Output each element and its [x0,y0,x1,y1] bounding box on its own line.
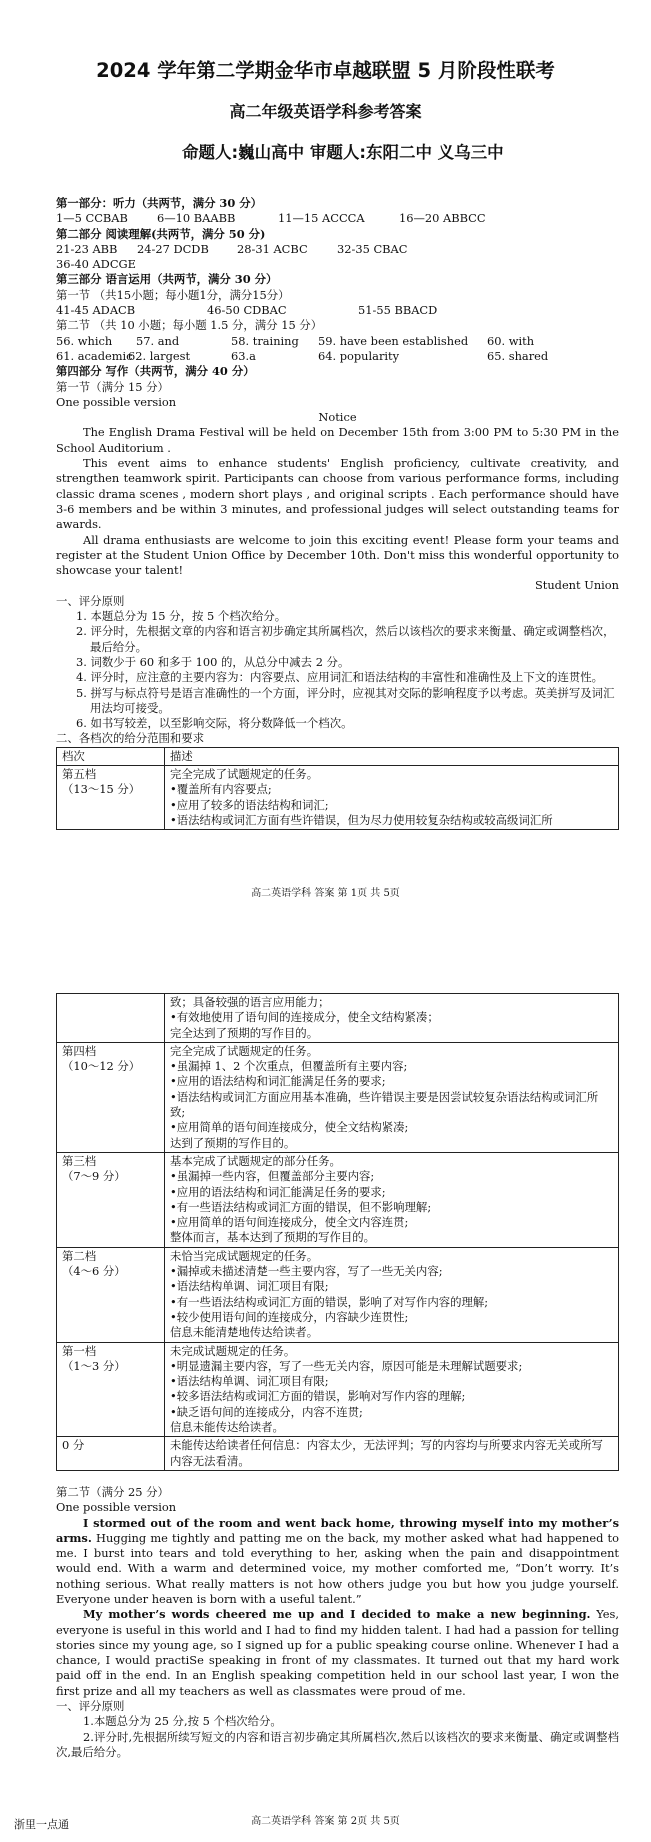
sec2-principle-item: 2.评分时,先根据所续写短文的内容和语言初步确定其所属档次,然后以该档次的要求来衡量、确定或调整档次,最后给分。 [56,1729,619,1759]
grade-level-cell [57,1152,165,1247]
desc-line: 信息未能传达给读者。 [170,1420,284,1435]
notice-paragraph: The English Drama Festival will be held on December 15th from 3:00 PM to 5:30 PM in the School Auditorium . [56,425,619,455]
desc-line: 达到了预期的写作目的。 [170,1135,296,1150]
desc-line: 未能传达给读者任何信息：内容太少，无法评判；写的内容均与所要求内容无关或所写内容无法看清。 [170,1438,603,1468]
answer-item: 58. training [231,333,299,348]
part2-answers [56,242,619,257]
notice-title: Notice [318,410,357,425]
part1-answers [56,211,619,226]
notice-paragraph: This event aims to enhance students' English proficiency, cultivate creativity, and strengthen teamwork spirit. Participants can choose from various performance forms, including classic drama scenes , modern short plays , and original scripts . Each performance should have 3-6 members and be within 3 minutes, and professional judges will select outstanding teams for awards. [56,456,619,532]
notice-paragraph: All drama enthusiasts are welcome to join this exciting event! Please form your teams and register at the Student Union Office by December 10th. Don't miss this wonderful opportunity to showcase your talent! [56,532,619,578]
desc-line: •明显遗漏主要内容，写了一些无关内容，原因可能是未理解试题要求; [170,1358,523,1373]
grade-desc-cell [165,1342,619,1437]
table-header-cell: 描述 [165,747,619,765]
part2-heading: 第二部分 阅读理解(共两节，满分 50 分) [56,226,266,241]
desc-line: •虽漏掉 1、2 个次重点，但覆盖所有主要内容; [170,1059,408,1074]
part3-sec1-answers [56,303,619,318]
part4-sec1-heading: 第一节（满分 15 分） [56,379,169,394]
answer-key-continued [56,993,619,1760]
answer-item: 62. largest [128,348,191,363]
table-row [57,1152,619,1247]
brand-watermark: 浙里一点通 [14,1817,69,1831]
desc-line: 未完成试题规定的任务。 [170,1343,296,1358]
answer-group: 46-50 CDBAC [207,303,287,318]
grade-desc-cell [165,994,619,1043]
answer-group: 28-31 ACBC [237,241,308,256]
page-footer: 高二英语学科 答案 第 2页 共 5页 [251,1816,400,1827]
grade-desc-cell [165,1437,619,1471]
desc-line: •语法结构单调、词汇项目有限; [170,1279,329,1294]
grade-level-cell [57,765,165,829]
grade-name: 第二档 [62,1248,97,1263]
table-header-cell: 档次 [57,747,165,765]
version-label: One possible version [56,394,177,409]
principle-item: 5. 拼写与标点符号是语言准确性的一个方面，评分时，应视其对交际的影响程度予以考虑。英美拼写及词汇用法均可接受。 [76,685,615,715]
answer-key [56,196,619,830]
grade-level-cell [57,994,165,1043]
sec2-principle-item: 1.本题总分为 25 分,按 5 个档次给分。 [83,1714,282,1729]
part3-sec2-heading: 第二节 （共 10 小题；每小题 1.5 分，满分 15 分） [56,318,323,333]
part3-sec2-answers-row2 [56,349,619,364]
grading-table [56,747,619,830]
page-2 [0,985,651,1842]
desc-line: •有效地使用了语句间的连接成分，使全文结构紧凑； [170,1010,439,1025]
desc-line: •虽漏掉一些内容，但覆盖部分主要内容; [170,1169,375,1184]
answer-item: 59. have been established [318,333,469,348]
desc-line: 完全完成了试题规定的任务。 [170,1043,319,1058]
part3-heading: 第三部分 语言运用（共两节，满分 30 分） [56,272,278,287]
grade-level-cell [57,1042,165,1152]
grading-table-continued [56,993,619,1471]
answer-item: 61. academic [56,348,133,363]
question-setters: 命题人:巍山高中 审题人:东阳二中 义乌三中 [182,143,504,162]
story-para2-lead: My mother’s words cheered me up and I decided to make a new beginning. [83,1607,591,1622]
answer-group: 24-27 DCDB [137,241,209,256]
principle-item: 2. 评分时，先根据文章的内容和语言初步确定其所属档次，然后以该档次的要求来衡量、确定或调整档次，最后给分。 [76,624,615,654]
answer-group: 16—20 ABBCC [399,211,486,226]
page-footer: 高二英语学科 答案 第 1页 共 5页 [251,888,400,899]
story-para1-rest: Hugging me tightly and patting me on the back, my mother asked what had happened to me. I burst into tears and told everything to her, asking when the pain and disappointment would end. With a warm and determined voice, my mother comforted me, “Don’t worry. It’s nothing serious. What really matters is not how others judge you but how you judge yourself. Everyone under heaven is born with a useful talent.” [56,1530,619,1606]
desc-line: 信息未能清楚地传达给读者。 [170,1325,319,1340]
grade-desc-cell [165,1247,619,1342]
story-paragraph-1 [56,1516,619,1608]
principle-item: 6. 如书写较差，以至影响交际，将分数降低一个档次。 [76,716,353,731]
answer-item: 65. shared [487,348,549,363]
grade-range: （13～15 分） [62,782,141,797]
principles-heading: 一、评分原则 [56,593,125,608]
grade-level-cell [57,1437,165,1471]
part3-sec1-heading: 第一节 （共15小题；每小题1分，满分15分） [56,287,290,302]
desc-line: 完全完成了试题规定的任务。 [170,766,319,781]
table-row [57,1042,619,1152]
desc-line: 致；具备较强的语言应用能力； [170,995,330,1009]
answer-group: 41-45 ADACB [56,303,136,318]
story-para1-lead: I stormed out of the room and went back home, throwing myself into my mother’s arms. [56,1515,619,1545]
grade-name: 第一档 [62,1343,97,1358]
part1-heading: 第一部分：听力（共两节，满分 30 分） [56,196,263,210]
desc-line: 基本完成了试题规定的部分任务。 [170,1153,341,1168]
answer-item: 56. which [56,333,113,348]
sec2-version-label: One possible version [56,1500,177,1515]
answer-group: 1—5 CCBAB [56,211,128,226]
desc-line: 整体而言，基本达到了预期的写作目的。 [170,1230,376,1245]
table-row [57,765,619,829]
desc-line: •语法结构或词汇方面有些许错误，但为尽力使用较复杂结构或较高级词汇所 [170,812,553,827]
grade-desc-cell [165,1042,619,1152]
answer-group: 21-23 ABB [56,241,118,256]
grade-level-cell [57,1247,165,1342]
desc-line: •应用了较多的语法结构和词汇; [170,797,329,812]
principle-item: 3. 词数少于 60 和多于 100 的，从总分中减去 2 分。 [76,654,350,669]
part4-sec2-heading: 第二节（满分 25 分） [56,1484,169,1499]
table-row [57,1247,619,1342]
answer-item: 63.a [231,348,256,363]
answer-group: 11—15 ACCCA [278,211,365,226]
answer-group: 6—10 BAABB [157,211,236,226]
desc-line: •较少使用语句间的连接成分，内容缺少连贯性; [170,1309,409,1324]
grade-name: 第五档 [62,766,97,781]
grade-level-cell [57,1342,165,1437]
desc-line: •较多语法结构或词汇方面的错误，影响对写作内容的理解; [170,1389,466,1404]
principle-item: 1. 本题总分为 15 分，按 5 个档次给分。 [76,609,287,624]
grades-heading: 二、各档次的给分范围和要求 [56,731,205,746]
table-row [57,1342,619,1437]
desc-line: •语法结构单调、词汇项目有限; [170,1374,329,1389]
desc-line: •应用的语法结构和词汇能满足任务的要求; [170,1074,386,1089]
part4-heading: 第四部分 写作（共两节，满分 40 分） [56,364,255,379]
desc-line: •语法结构或词汇方面应用基本准确，些许错误主要是因尝试较复杂语法结构或词汇所致; [170,1089,599,1120]
desc-line: •有一些语法结构或词汇方面的错误，但不影响理解; [170,1199,432,1214]
desc-line: •应用简单的语句间连接成分，使全文内容连贯; [170,1215,409,1230]
grade-name: 第三档 [62,1153,97,1168]
grade-range: （10～12 分） [62,1059,141,1074]
desc-line: •应用简单的语句间连接成分，使全文结构紧凑; [170,1120,409,1135]
answer-item: 60. with [487,333,535,348]
desc-line: •缺乏语句间的连接成分，内容不连贯; [170,1404,363,1419]
desc-line: •覆盖所有内容要点; [170,782,272,797]
desc-line: •应用的语法结构和词汇能满足任务的要求; [170,1184,386,1199]
part2-answers-2 [56,257,619,272]
desc-line: •有一些语法结构或词汇方面的错误，影响了对写作内容的理解; [170,1294,489,1309]
exam-title: 2024 学年第二学期金华市卓越联盟 5 月阶段性联考 [96,59,555,82]
desc-line: 完全达到了预期的写作目的。 [170,1025,319,1040]
notice-signature: Student Union [534,578,619,593]
story-para2-rest: Yes, everyone is useful in this world and I had to find my hidden talent. I had had a passion for telling stories since my young age, so I signed up for a public speaking course online. Whenever I had a chance, I would practiSe speaking in front of my classmates. It turned out that my hard work paid off in the end. In an English speaking competition held in our school last year, I won the first prize and all my teachers as well as classmates were proud of me. [56,1607,620,1698]
answer-item: 64. popularity [318,348,400,363]
principle-item: 4. 评分时，应注意的主要内容为：内容要点、应用词汇和语法结构的丰富性和准确性及上下文的连贯性。 [76,670,604,685]
story-paragraph-2 [56,1607,619,1699]
grade-name: 0 分 [62,1438,85,1453]
principles-list [56,609,619,731]
grade-name: 第四档 [62,1043,97,1058]
answer-group: 36-40 ADCGE [56,257,136,272]
sec2-principles-heading: 一、评分原则 [56,1699,125,1714]
answer-group: 51-55 BBACD [358,303,438,318]
desc-line: •漏掉或未描述清楚一些主要内容，写了一些无关内容; [170,1264,443,1279]
part3-sec2-answers-row1 [56,334,619,349]
grade-range: （1～3 分） [62,1358,126,1373]
table-header-row [57,747,619,765]
table-row [57,994,619,1043]
table-row [57,1437,619,1471]
grade-desc-cell [165,765,619,829]
grade-desc-cell [165,1152,619,1247]
exam-subtitle: 高二年级英语学科参考答案 [229,102,422,121]
answer-item: 57. and [136,333,180,348]
grade-range: （4～6 分） [62,1264,126,1279]
answer-group: 32-35 CBAC [337,241,408,256]
desc-line: 未恰当完成试题规定的任务。 [170,1248,319,1263]
grade-range: （7～9 分） [62,1169,126,1184]
page-1 [0,0,651,905]
